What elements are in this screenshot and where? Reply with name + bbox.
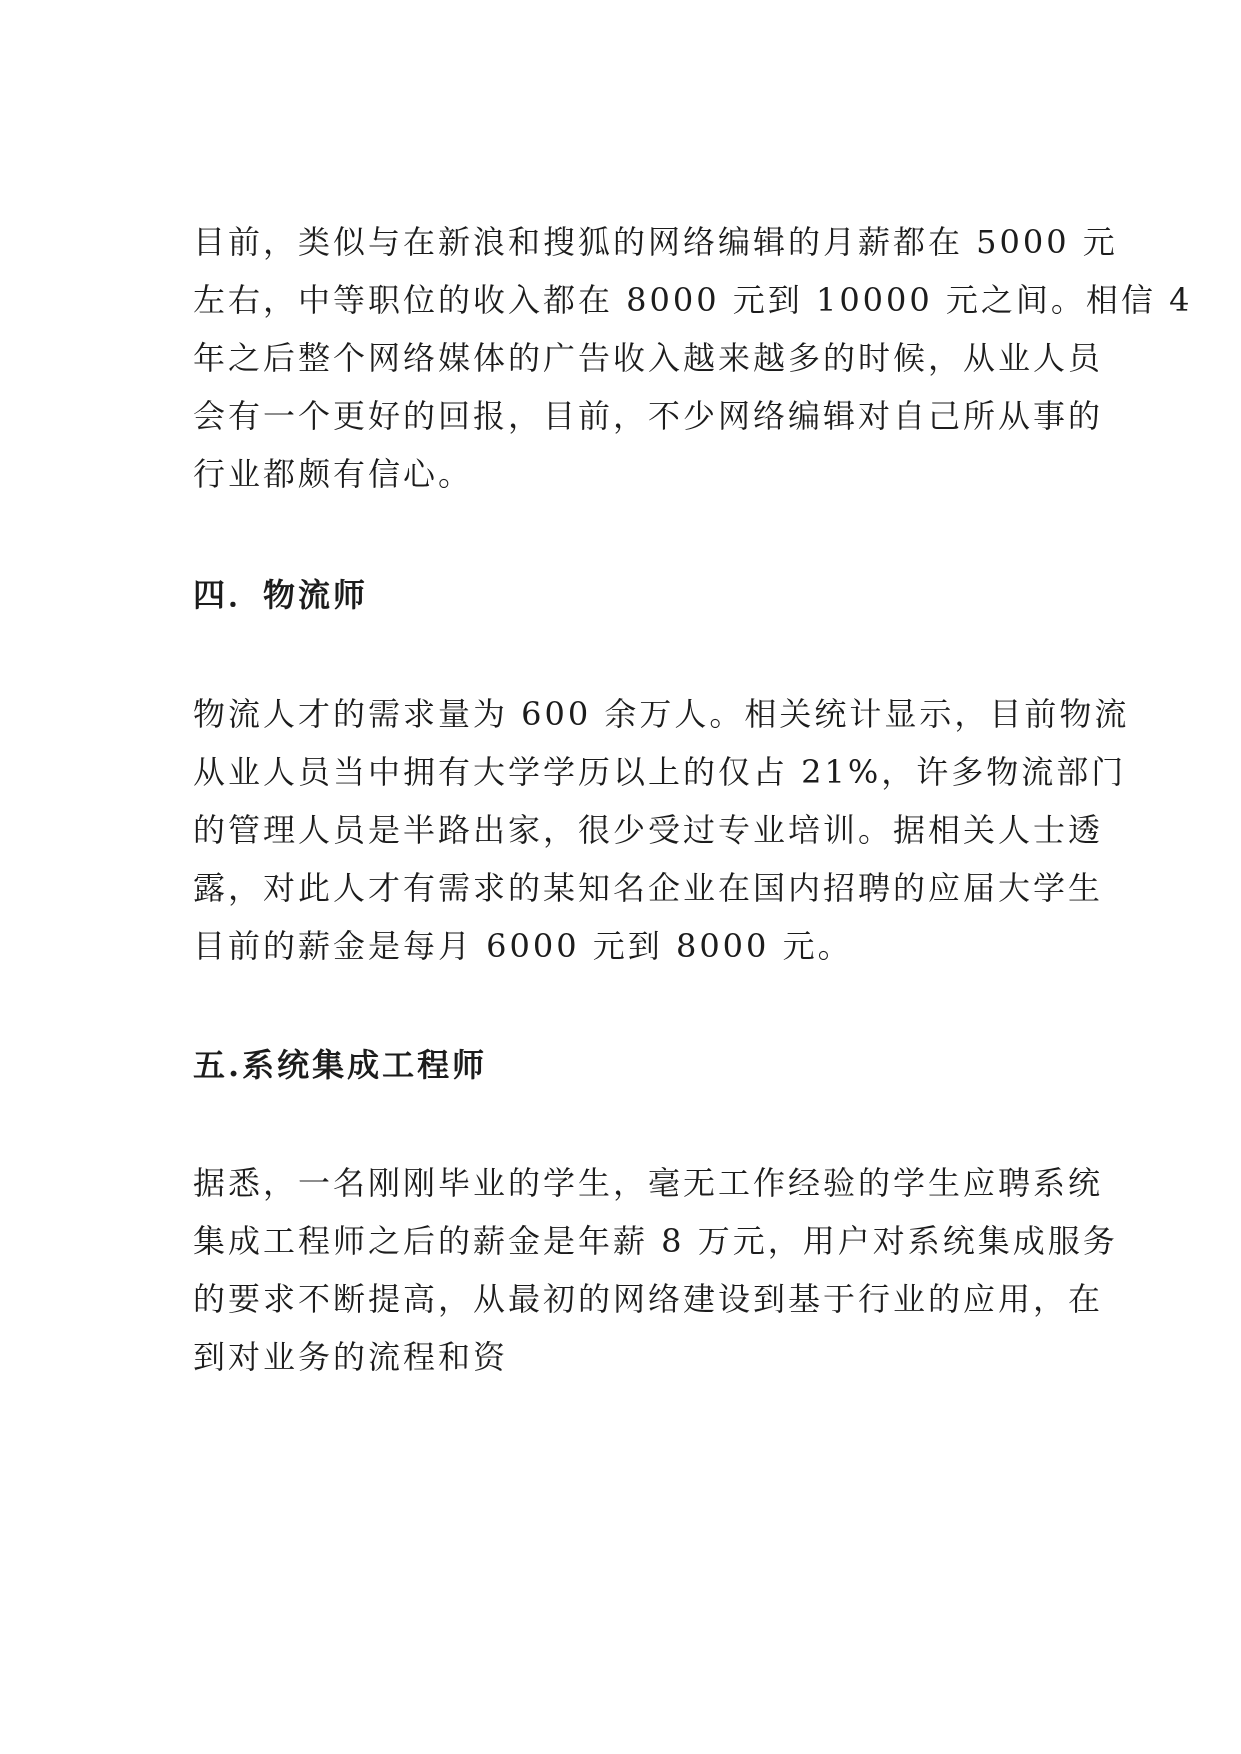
paragraph-system-integration (193, 1154, 1118, 1386)
paragraph-line: 到对业务的流程和资 (193, 1338, 509, 1376)
paragraph-logistics (193, 685, 1130, 975)
paragraph-line: 会有一个更好的回报，目前，不少网络编辑对自己所从事的 (193, 397, 1104, 435)
paragraph-line: 集成工程师之后的薪金是年薪 8 万元，用户对系统集成服务 (193, 1222, 1118, 1260)
paragraph-line: 的要求不断提高，从最初的网络建设到基于行业的应用，在 (193, 1280, 1104, 1318)
paragraph-line: 的管理人员是半路出家，很少受过专业培训。据相关人士透 (193, 811, 1104, 849)
paragraph-line: 露，对此人才有需求的某知名企业在国内招聘的应届大学生 (193, 869, 1104, 907)
paragraph-line: 从业人员当中拥有大学学历以上的仅占 21%，许多物流部门 (193, 753, 1127, 791)
paragraph-line: 目前的薪金是每月 6000 元到 8000 元。 (193, 927, 853, 965)
paragraph-line: 物流人才的需求量为 600 余万人。相关统计显示，目前物流 (193, 695, 1130, 733)
section-heading-system-integration: 五.系统集成工程师 (193, 1046, 488, 1084)
paragraph-line: 目前，类似与在新浪和搜狐的网络编辑的月薪都在 5000 元 (193, 223, 1118, 261)
section-heading-logistics: 四．物流师 (193, 576, 369, 614)
paragraph-line: 据悉，一名刚刚毕业的学生，毫无工作经验的学生应聘系统 (193, 1164, 1104, 1202)
paragraph-line: 年之后整个网络媒体的广告收入越来越多的时候，从业人员 (193, 339, 1104, 377)
paragraph-network-editor-salary (193, 213, 1193, 503)
paragraph-line: 左右，中等职位的收入都在 8000 元到 10000 元之间。相信 4 (193, 281, 1193, 319)
paragraph-line: 行业都颇有信心。 (193, 455, 474, 493)
